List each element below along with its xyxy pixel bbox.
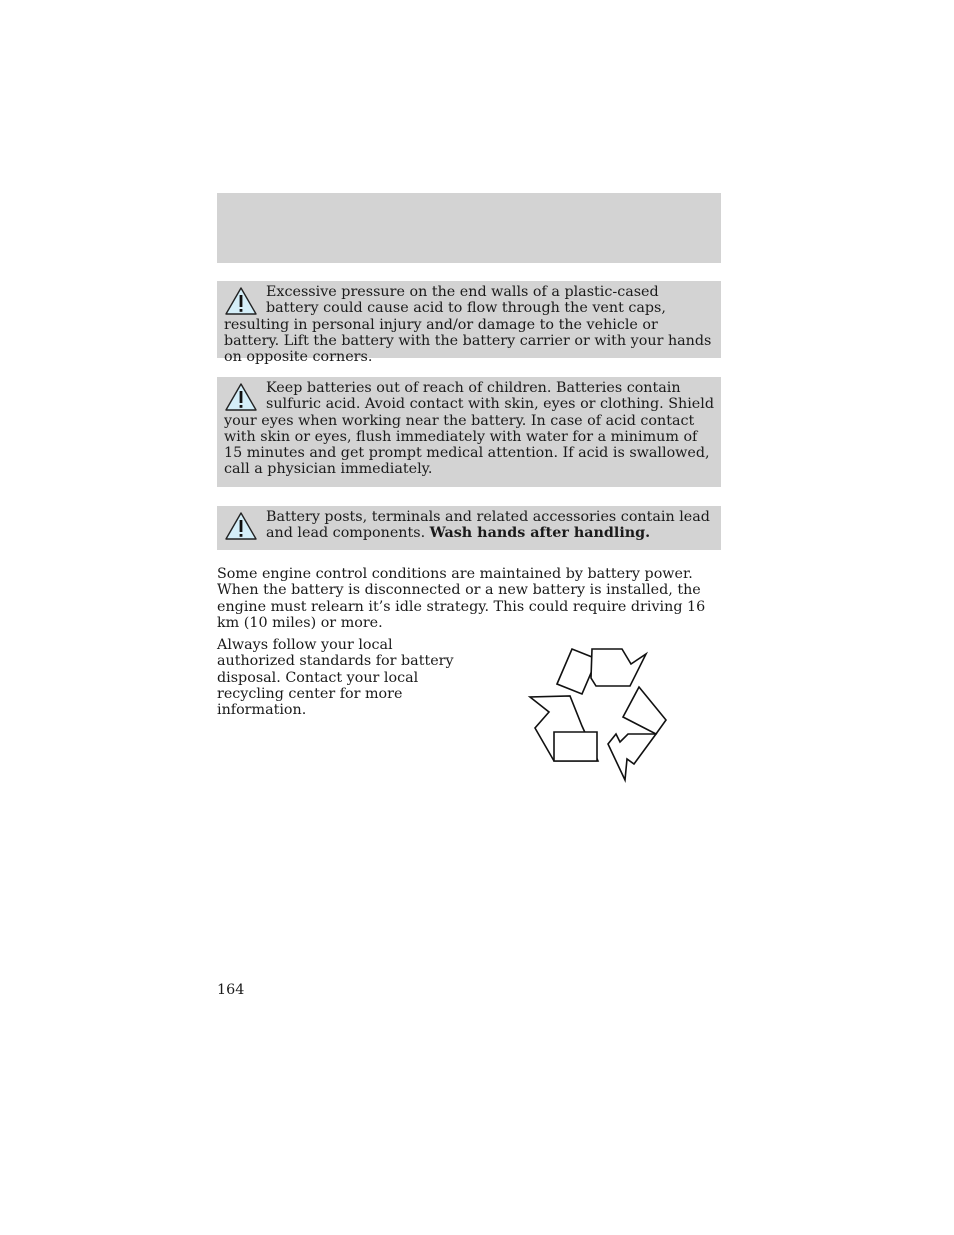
warning-triangle-icon (224, 286, 258, 316)
recycle-icon (524, 644, 670, 784)
warning-triangle-icon (224, 382, 258, 412)
section-header-band (217, 193, 721, 263)
page-number: 164 (217, 982, 245, 998)
warning-text: Keep batteries out of reach of children. Batteries contain sulfuric acid. Avoid contact with skin, eyes or clothing. Shield your eyes when working near the battery. In case of acid contact with skin or eyes, flush immediately with water for a minimum of 15 minutes and get prompt medical attention. If acid is swallowed, call a physician immediately. (224, 380, 714, 478)
warning-box-battery-pressure (217, 281, 721, 366)
warning-text-emphasis: Wash hands after handling. (429, 525, 651, 542)
warning-box-children-acid (217, 377, 721, 487)
disposal-paragraph: Always follow your local authorized standards for battery disposal. Contact your local recycling center for more information. (217, 637, 454, 719)
idle-strategy-paragraph: Some engine control conditions are maintained by battery power. When the battery is disconnected or a new battery is installed, the engine must relearn it’s idle strategy. This could require driving 16 km (10 miles) or more. (217, 566, 706, 631)
warning-text (224, 509, 715, 542)
warning-triangle-icon (224, 511, 258, 541)
warning-text: Excessive pressure on the end walls of a plastic-cased battery could cause acid to flow through the vent caps, resulting in personal injury and/or damage to the vehicle or battery. Lift the battery with the battery carrier or with your hands on opposite corners. (224, 284, 712, 366)
warning-text-regular: Battery posts, terminals and related accessories contain lead and lead components. (266, 509, 710, 542)
warning-box-lead (217, 506, 721, 550)
